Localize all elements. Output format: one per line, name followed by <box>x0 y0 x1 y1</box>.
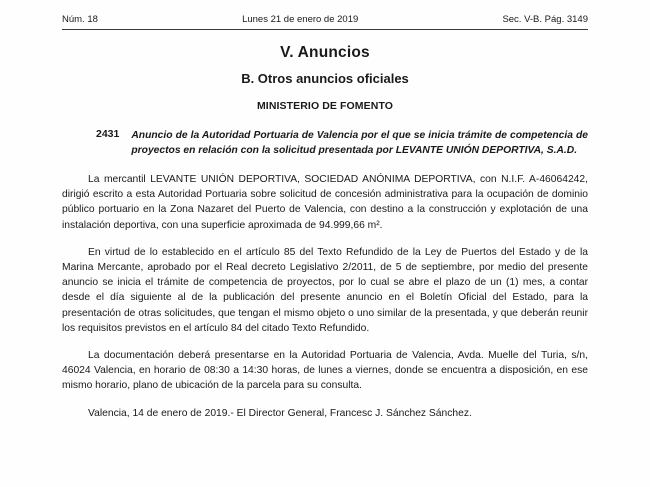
paragraph-1: La mercantil LEVANTE UNIÓN DEPORTIVA, SOCIEDAD ANÓNIMA DEPORTIVA, con N.I.F. A-46064242, dirigió escrito a esta Autoridad Portuaria sobre solicitud de concesión administrativa para la ocupación de dominio público portuario en la Zona Nazaret del Puerto de Valencia, con destino a la construcción y explotación de una instalación deportiva, con una superficie aproximada de 94.999,66 m². <box>62 174 588 231</box>
subsection-title: B. Otros anuncios oficiales <box>241 71 409 86</box>
announcement-title: Anuncio de la Autoridad Portuaria de Valencia por el que se inicia trámite de competencia de proyectos en relación con la solicitud presentada por LEVANTE UNIÓN DEPORTIVA, S.A.D. <box>131 130 588 156</box>
announcement-number: 2431 <box>96 128 120 140</box>
paragraph-2: En virtud de lo establecido en el artículo 85 del Texto Refundido de la Ley de Puertos del Estado y de la Marina Mercante, aprobado por el Real decreto Legislativo 2/2011, de 5 de septiembre, por medio del presente anuncio se inicia el trámite de competencia de proyectos, por lo cual se abre el plazo de un (1) mes, a contar desde el día siguiente al de la publicación del presente anuncio en el Boletín Oficial del Estado, para la presentación de otras solicitudes, que tengan el mismo objeto o uno similar de la presentada, y que deberán reunir los requisitos previstos en el artículo 84 del citado Texto Refundido. <box>62 246 588 334</box>
header-section-page: Sec. V-B. Pág. 3149 <box>502 14 588 25</box>
closing-signature: Valencia, 14 de enero de 2019.- El Director General, Francesc J. Sánchez Sánchez. <box>88 407 472 419</box>
title-block <box>62 44 588 112</box>
page-header <box>62 0 588 30</box>
header-issue-number: Núm. 18 <box>62 14 98 25</box>
ministry-title: MINISTERIO DE FOMENTO <box>256 100 394 112</box>
header-date: Lunes 21 de enero de 2019 <box>242 14 359 25</box>
announcement-heading <box>62 128 588 158</box>
paragraph-3: La documentación deberá presentarse en la Autoridad Portuaria de Valencia, Avda. Muelle del Turia, s/n, 46024 Valencia, en horario de 08:30 a 14:30 horas, de lunes a viernes, donde se encuentra a disposición, en ese mismo horario, plano de ubicación de la parcela para su consulta. <box>62 350 588 392</box>
section-title: V. Anuncios <box>280 44 370 61</box>
